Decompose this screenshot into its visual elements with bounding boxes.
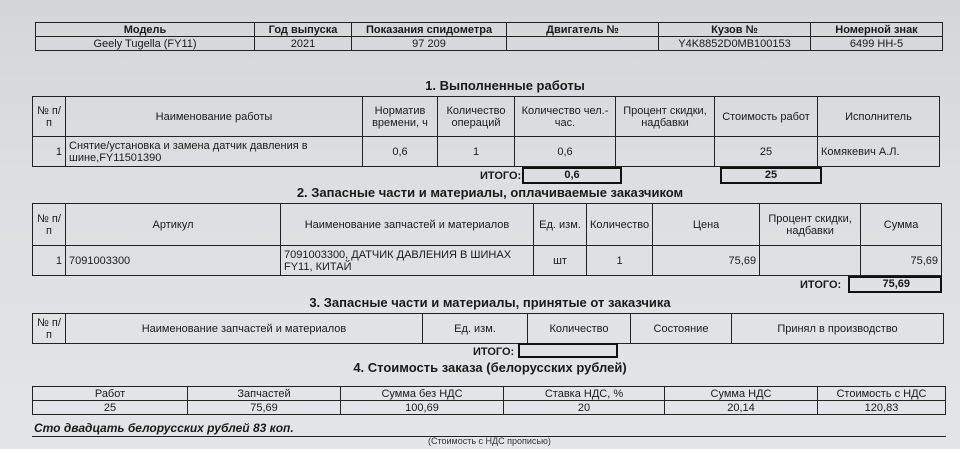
- order-cost-total: 120,83: [818, 401, 946, 415]
- amount-in-words: Сто двадцать белорусских рублей 83 коп.: [34, 421, 294, 435]
- parts-paid-row-discount: [760, 246, 861, 276]
- vehicle-header-engine: Двигатель №: [507, 23, 659, 37]
- parts-paid-header-unit: Ед. изм.: [534, 204, 587, 246]
- parts-paid-header-num: № п/п: [33, 204, 66, 246]
- parts-paid-header-price: Цена: [653, 204, 760, 246]
- parts-paid-header-discount: Процент скидки, надбавки: [760, 204, 861, 246]
- parts-from-customer-header-qty: Количество: [528, 314, 631, 344]
- works-row-name: Снятие/установка и замена датчик давления в шине,FY11501390: [66, 137, 363, 167]
- works-total-label: ИТОГО:: [480, 170, 522, 182]
- parts-paid-row: [33, 246, 942, 276]
- parts-from-customer-total-label: ИТОГО:: [473, 346, 515, 358]
- works-header-cost: Стоимость работ: [715, 97, 818, 137]
- works-row-hours: 0,6: [515, 137, 616, 167]
- parts-from-customer-title: 3. Запасные части и материалы, принятые от заказчика: [309, 295, 671, 310]
- works-row-discount: [616, 137, 715, 167]
- works-header-executor: Исполнитель: [818, 97, 940, 137]
- works-header-hours: Количество чел.-час.: [515, 97, 616, 137]
- order-cost-parts: 75,69: [188, 401, 341, 415]
- parts-paid-row-sum: 75,69: [861, 246, 942, 276]
- works-header-norm: Норматив времени, ч: [363, 97, 438, 137]
- parts-paid-table: [32, 203, 942, 276]
- order-cost-header-row: [33, 387, 946, 401]
- vehicle-header-row: [36, 23, 943, 37]
- vehicle-header-plate: Номерной знак: [811, 23, 943, 37]
- vehicle-year: 2021: [255, 37, 352, 51]
- parts-paid-header-sum: Сумма: [861, 204, 942, 246]
- parts-paid-total-sum: 75,69: [848, 276, 942, 293]
- order-cost-vat-sum: 20,14: [665, 401, 818, 415]
- parts-paid-title: 2. Запасные части и материалы, оплачиваемые заказчиком: [296, 185, 684, 200]
- vehicle-header-odometer: Показания спидометра: [352, 23, 507, 37]
- order-cost-vat-rate: 20: [504, 401, 665, 415]
- vehicle-header-body: Кузов №: [659, 23, 811, 37]
- vehicle-header-model: Модель: [36, 23, 255, 37]
- order-cost-value-row: [33, 401, 946, 415]
- works-row: [33, 137, 940, 167]
- parts-from-customer-header-unit: Ед. изм.: [423, 314, 528, 344]
- works-title: 1. Выполненные работы: [425, 78, 585, 93]
- amount-caption: (Стоимость с НДС прописью): [428, 436, 551, 446]
- order-cost-header-works: Работ: [33, 387, 188, 401]
- vehicle-value-row: [36, 37, 943, 51]
- order-cost-header-parts: Запчастей: [188, 387, 341, 401]
- parts-paid-row-unit: шт: [534, 246, 587, 276]
- parts-from-customer-header-num: № п/п: [33, 314, 66, 344]
- works-row-num: 1: [33, 137, 66, 167]
- parts-paid-total-label: ИТОГО:: [800, 279, 842, 291]
- parts-from-customer-header-accepted: Принял в производство: [732, 314, 944, 344]
- parts-from-customer-header-state: Состояние: [631, 314, 732, 344]
- order-cost-table: [32, 386, 946, 415]
- parts-from-customer-header-row: [33, 314, 944, 344]
- order-cost-header-total: Стоимость с НДС: [818, 387, 946, 401]
- works-row-cost: 25: [715, 137, 818, 167]
- parts-paid-header-name: Наименование запчастей и материалов: [281, 204, 534, 246]
- works-row-norm: 0,6: [363, 137, 438, 167]
- parts-paid-header-row: [33, 204, 942, 246]
- works-row-executor: Комякевич А.Л.: [818, 137, 940, 167]
- order-cost-net: 100,69: [341, 401, 504, 415]
- works-total-cost: 25: [720, 167, 822, 184]
- vehicle-header-year: Год выпуска: [255, 23, 352, 37]
- works-header-ops: Количество операций: [438, 97, 515, 137]
- order-cost-works: 25: [33, 401, 188, 415]
- vehicle-engine: [507, 37, 659, 51]
- vehicle-table: [35, 22, 943, 51]
- parts-paid-row-name: 7091003300, ДАТЧИК ДАВЛЕНИЯ В ШИНАХ FY11, КИТАЙ: [281, 246, 534, 276]
- works-header-row: [33, 97, 940, 137]
- works-header-num: № п/п: [33, 97, 66, 137]
- vehicle-plate: 6499 HH-5: [811, 37, 943, 51]
- vehicle-odometer: 97 209: [352, 37, 507, 51]
- works-total-hours: 0,6: [522, 167, 622, 184]
- parts-from-customer-header-name: Наименование запчастей и материалов: [66, 314, 423, 344]
- vehicle-body-number: Y4K8852D0MB100153: [659, 37, 811, 51]
- order-cost-header-vat-sum: Сумма НДС: [665, 387, 818, 401]
- parts-paid-row-article: 7091003300: [66, 246, 281, 276]
- vehicle-model: Geely Tugella (FY11): [36, 37, 255, 51]
- works-header-name: Наименование работы: [66, 97, 363, 137]
- parts-paid-row-price: 75,69: [653, 246, 760, 276]
- works-table: [32, 96, 940, 167]
- parts-from-customer-table: [32, 313, 944, 344]
- order-cost-header-vat-rate: Ставка НДС, %: [504, 387, 665, 401]
- works-header-discount: Процент скидки, надбавки: [616, 97, 715, 137]
- order-cost-header-net: Сумма без НДС: [341, 387, 504, 401]
- order-cost-title: 4. Стоимость заказа (белорусских рублей): [353, 360, 627, 375]
- parts-paid-row-qty: 1: [587, 246, 653, 276]
- parts-paid-header-qty: Количество: [587, 204, 653, 246]
- parts-paid-header-article: Артикул: [66, 204, 281, 246]
- parts-paid-row-num: 1: [33, 246, 66, 276]
- parts-from-customer-total-value: [518, 343, 618, 358]
- works-row-ops: 1: [438, 137, 515, 167]
